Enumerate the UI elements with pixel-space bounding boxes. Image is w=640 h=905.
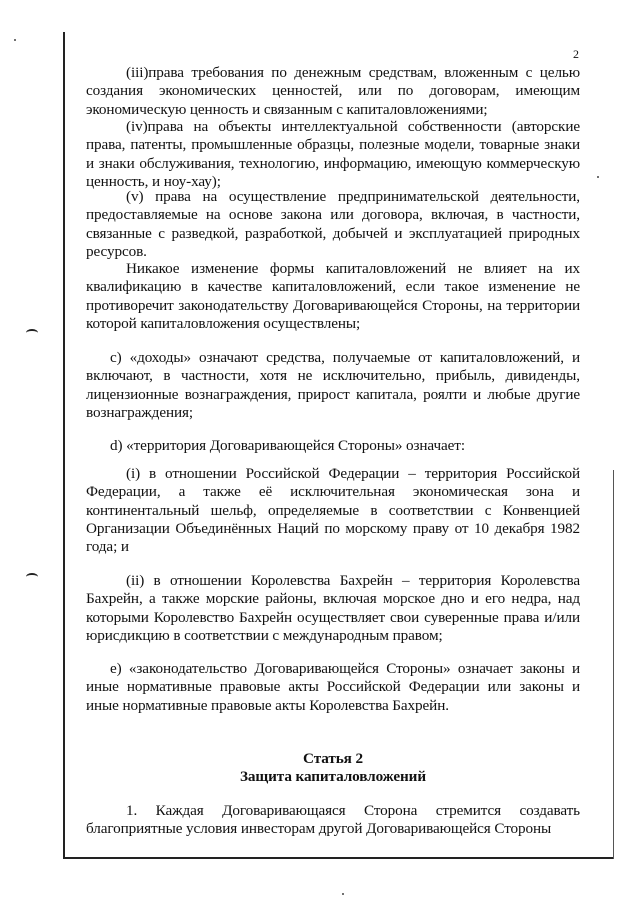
scan-mark bbox=[26, 573, 38, 581]
paragraph-d-i-russia: (i) в отношении Российской Федерации – территория Российской Федерации, а также её исключительная экономическая зона и континентальный шельф, определяемые в соответствии с Конвенцией Организации Объединённых Наций по морскому праву от 10 декабря 1982 года; и bbox=[86, 465, 580, 556]
paragraph-iii: (iii)права требования по денежным средствам, вложенным с целью создания экономических ценностей, или по договорам, имеющим экономическую ценность и связанным с капиталовложениями; bbox=[86, 64, 580, 118]
paragraph-d-territory: d) «территория Договаривающейся Стороны» означает: bbox=[110, 437, 465, 454]
scan-speck bbox=[342, 893, 344, 895]
page-frame-bottom bbox=[63, 857, 614, 859]
paragraph-form-change: Никакое изменение формы капиталовложений не влияет на их квалификацию в качестве капиталовложений, если такое изменение не противоречит законодательству Договаривающейся Стороны, на территории которой капиталовложения осуществлены; bbox=[86, 260, 580, 332]
scan-speck bbox=[14, 39, 16, 41]
paragraph-article2-1: 1. Каждая Договаривающаяся Сторона стремится создавать благоприятные условия инвесторам другой Договаривающейся Стороны bbox=[86, 802, 580, 838]
paragraph-v: (v) права на осуществление предпринимательской деятельности, предоставляемые на основе закона или договора, включая, в частности, связанные с разведкой, разработкой, добычей и эксплуатацией природных ресурсов. bbox=[86, 188, 580, 260]
paragraph-e-legislation: е) «законодательство Договаривающейся Стороны» означает законы и иные нормативные правовые акты Российской Федерации или законы и иные нормативные правовые акты Королевства Бахрейн. bbox=[86, 660, 580, 714]
paragraph-d-ii-bahrain: (ii) в отношении Королевства Бахрейн – территория Королевства Бахрейн, а также морские районы, включая морское дно и его недра, над которыми Королевство Бахрейн осуществляет свои суверенные права и/или юрисдикцию в соответствии с международным правом; bbox=[86, 572, 580, 644]
page-frame-right bbox=[613, 470, 614, 859]
scan-speck bbox=[597, 176, 599, 178]
paragraph-c-income: с) «доходы» означают средства, получаемые от капиталовложений, и включают, в частности, хотя не исключительно, прибыль, дивиденды, лицензионные вознаграждения, прирост капитала, роялти и любые другие вознаграждения; bbox=[86, 349, 580, 421]
page-number: 2 bbox=[573, 47, 579, 61]
paragraph-iv: (iv)права на объекты интеллектуальной собственности (авторские права, патенты, промышленные образцы, полезные модели, товарные знаки и знаки обслуживания, технологию, информацию, имеющую коммерческую ценность, и ноу-хау); bbox=[86, 118, 580, 190]
scan-mark bbox=[26, 329, 38, 337]
article-number: Статья 2 bbox=[303, 750, 363, 767]
page-frame-left bbox=[63, 32, 65, 857]
article-title: Защита капиталовложений bbox=[240, 768, 426, 785]
